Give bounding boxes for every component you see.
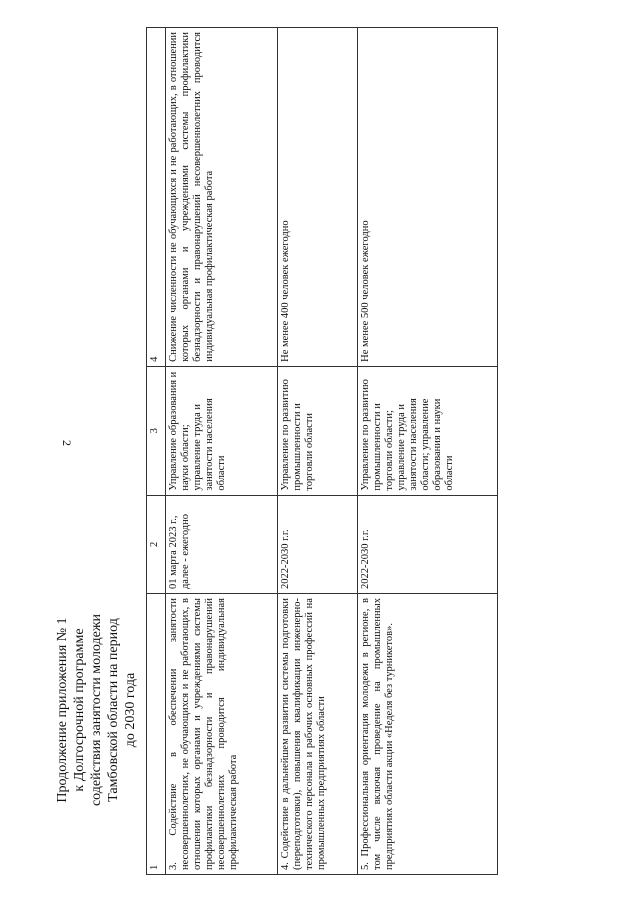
column-header-3: 3 <box>147 366 166 495</box>
column-header-1: 1 <box>147 594 166 875</box>
row-4-period: 2022-2030 г.г. <box>278 495 358 593</box>
row-4-measure: 4. Содействие в дальнейшем развитии системы подготовки (переподготовки), повышения квалификации инженерно-технического персонала и рабочих основных профессий на промышленных предприятиях области <box>278 594 358 875</box>
row-3-responsible: Управление образования и науки области; управление труда и занятости населения области <box>166 366 278 495</box>
row-3-measure: 3. Содействие в обеспечении занятости несовершеннолетних, не обучающихся и не работающих, в отношении которых органами и учреждениями системы профилактики безнадзорности и правонарушений несовершеннолетних проводится индивидуальная профилактическая работа <box>166 594 278 875</box>
row-5-period: 2022-2030 г.г. <box>358 495 498 593</box>
table-row <box>358 28 498 875</box>
table-header-row <box>147 28 166 875</box>
page-number: 2 <box>60 440 74 446</box>
row-3-period: 01 марта 2023 г., далее - ежегодно <box>166 495 278 593</box>
row-3-result: Снижение численности не обучающихся и не работающих, в отношении которых органами и учреждениями системы профилактики безнадзорности и правонарушений несовершеннолетних проводится индивидуальная профилактическая работа <box>166 28 278 367</box>
header-line-5: до 2030 года <box>123 672 138 748</box>
header-line-2: к Долгосрочной программе <box>72 628 87 792</box>
table-row <box>166 28 278 875</box>
column-header-2: 2 <box>147 495 166 593</box>
row-5-responsible: Управление по развитию промышленности и торговли области; управление труда и занятости населения области; управление образования и науки области <box>358 366 498 495</box>
column-header-4: 4 <box>147 28 166 367</box>
row-4-responsible: Управление по развитию промышленности и торговли области <box>278 366 358 495</box>
header-line-1: Продолжение приложения № 1 <box>55 617 70 803</box>
row-5-result: Не менее 500 человек ежегодно <box>358 28 498 367</box>
table-row <box>278 28 358 875</box>
program-table <box>146 27 498 875</box>
row-4-result: Не менее 400 человек ежегодно <box>278 28 358 367</box>
header-line-4: Тамбовской области на период <box>106 618 121 802</box>
row-5-measure: 5. Профессиональная ориентация молодежи в регионе, в том числе включая проведение на промышленных предприятиях области акции «Неделя без турникетов». <box>358 594 498 875</box>
header-line-3: содействия занятости молодежи <box>89 613 104 807</box>
appendix-header <box>54 560 139 860</box>
